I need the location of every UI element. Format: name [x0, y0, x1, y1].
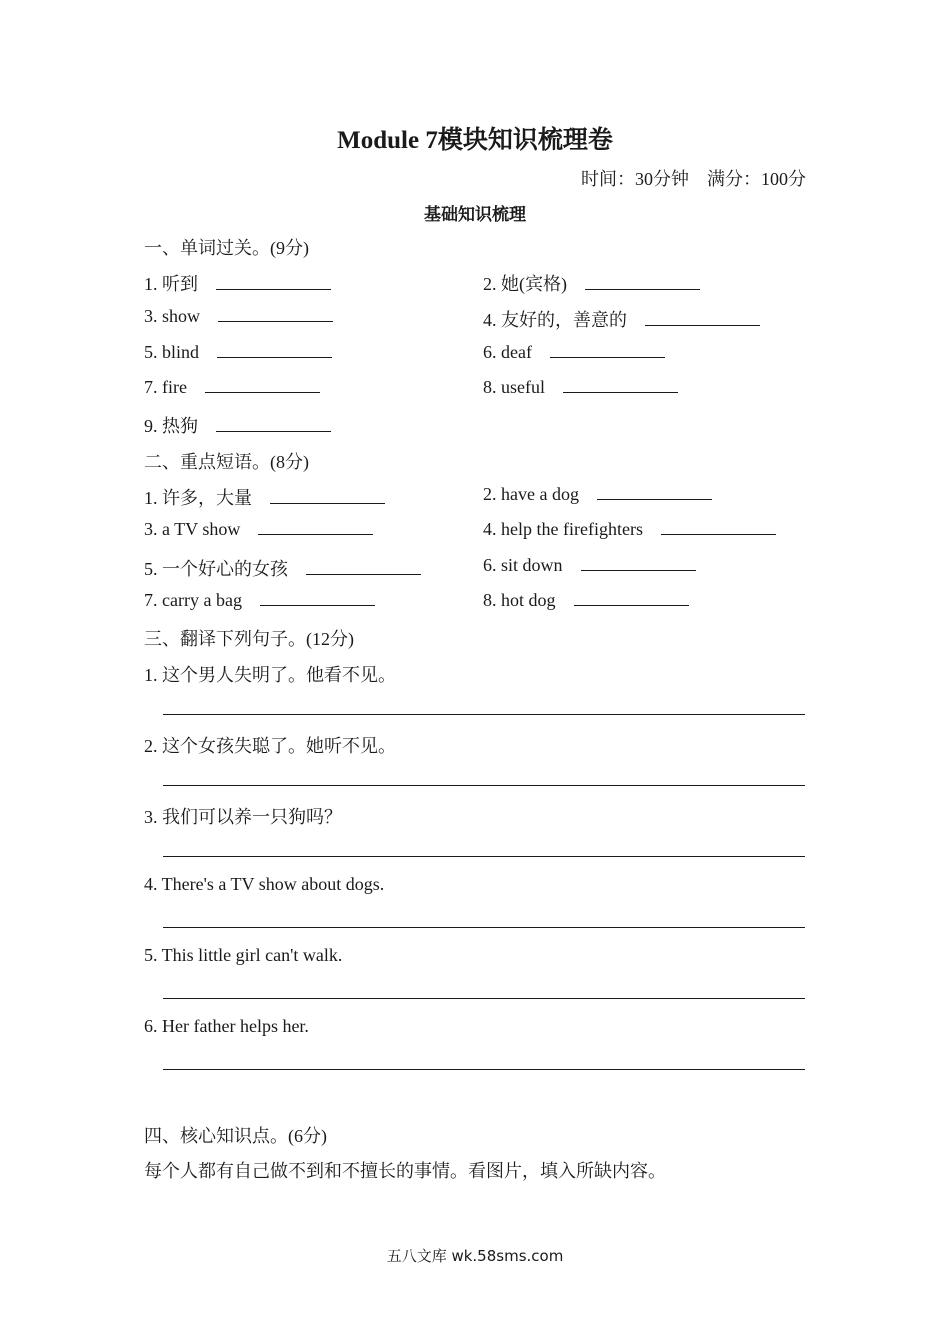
answer-blank[interactable]: [216, 417, 331, 432]
phrase-item: 7. carry a bag: [144, 590, 375, 611]
sentence-item: 1. 这个男人失明了。他看不见。: [144, 665, 396, 685]
word-item: 2. 她(宾格): [483, 270, 700, 296]
answer-line[interactable]: [163, 997, 805, 999]
section-subtitle: 基础知识梳理: [424, 205, 526, 225]
answer-blank[interactable]: [563, 378, 678, 393]
answer-blank[interactable]: [597, 485, 712, 500]
answer-blank[interactable]: [260, 591, 375, 606]
page-title: Module 7模块知识梳理卷: [337, 127, 613, 154]
phrase-item: 6. sit down: [483, 555, 696, 576]
word-item: 7. fire: [144, 377, 320, 398]
answer-line[interactable]: [163, 855, 805, 857]
section1-heading: 一、单词过关。(9分): [144, 238, 309, 258]
answer-blank[interactable]: [216, 275, 331, 290]
answer-blank[interactable]: [306, 560, 421, 575]
answer-line[interactable]: [163, 926, 805, 928]
sentence-item: 2. 这个女孩失聪了。她听不见。: [144, 736, 396, 756]
section3-heading: 三、翻译下列句子。(12分): [144, 629, 354, 649]
answer-blank[interactable]: [270, 489, 385, 504]
answer-blank[interactable]: [218, 307, 333, 322]
answer-blank[interactable]: [217, 343, 332, 358]
footer-watermark: 五八文库 wk.58sms.com: [386, 1247, 564, 1265]
section4-instruction: 每个人都有自己做不到和不擅长的事情。看图片，填入所缺内容。: [144, 1161, 666, 1181]
phrase-item: 4. help the firefighters: [483, 519, 776, 540]
sentence-item: 4. There's a TV show about dogs.: [144, 874, 385, 894]
answer-blank[interactable]: [645, 311, 760, 326]
answer-blank[interactable]: [550, 343, 665, 358]
phrase-item: 3. a TV show: [144, 519, 373, 540]
word-item: 9. 热狗: [144, 412, 331, 438]
word-item: 1. 听到: [144, 270, 331, 296]
sentence-item: 6. Her father helps her.: [144, 1016, 309, 1036]
sentence-item: 3. 我们可以养一只狗吗？: [144, 807, 342, 827]
phrase-item: 2. have a dog: [483, 484, 712, 505]
answer-line[interactable]: [163, 713, 805, 715]
answer-line[interactable]: [163, 1068, 805, 1070]
answer-line[interactable]: [163, 784, 805, 786]
word-item: 3. show: [144, 306, 333, 327]
word-item: 4. 友好的，善意的: [483, 306, 760, 332]
section2-heading: 二、重点短语。(8分): [144, 452, 309, 472]
word-item: 5. blind: [144, 342, 332, 363]
phrase-item: 1. 许多，大量: [144, 484, 385, 510]
section4-heading: 四、核心知识点。(6分): [144, 1126, 327, 1146]
answer-blank[interactable]: [205, 378, 320, 393]
word-item: 6. deaf: [483, 342, 665, 363]
sentence-item: 5. This little girl can't walk.: [144, 945, 343, 965]
answer-blank[interactable]: [581, 556, 696, 571]
exam-meta: 时间：30分钟 满分：100分: [581, 169, 806, 189]
answer-blank[interactable]: [585, 275, 700, 290]
phrase-item: 5. 一个好心的女孩: [144, 555, 421, 581]
answer-blank[interactable]: [574, 591, 689, 606]
answer-blank[interactable]: [661, 520, 776, 535]
word-item: 8. useful: [483, 377, 678, 398]
phrase-item: 8. hot dog: [483, 590, 689, 611]
answer-blank[interactable]: [258, 520, 373, 535]
